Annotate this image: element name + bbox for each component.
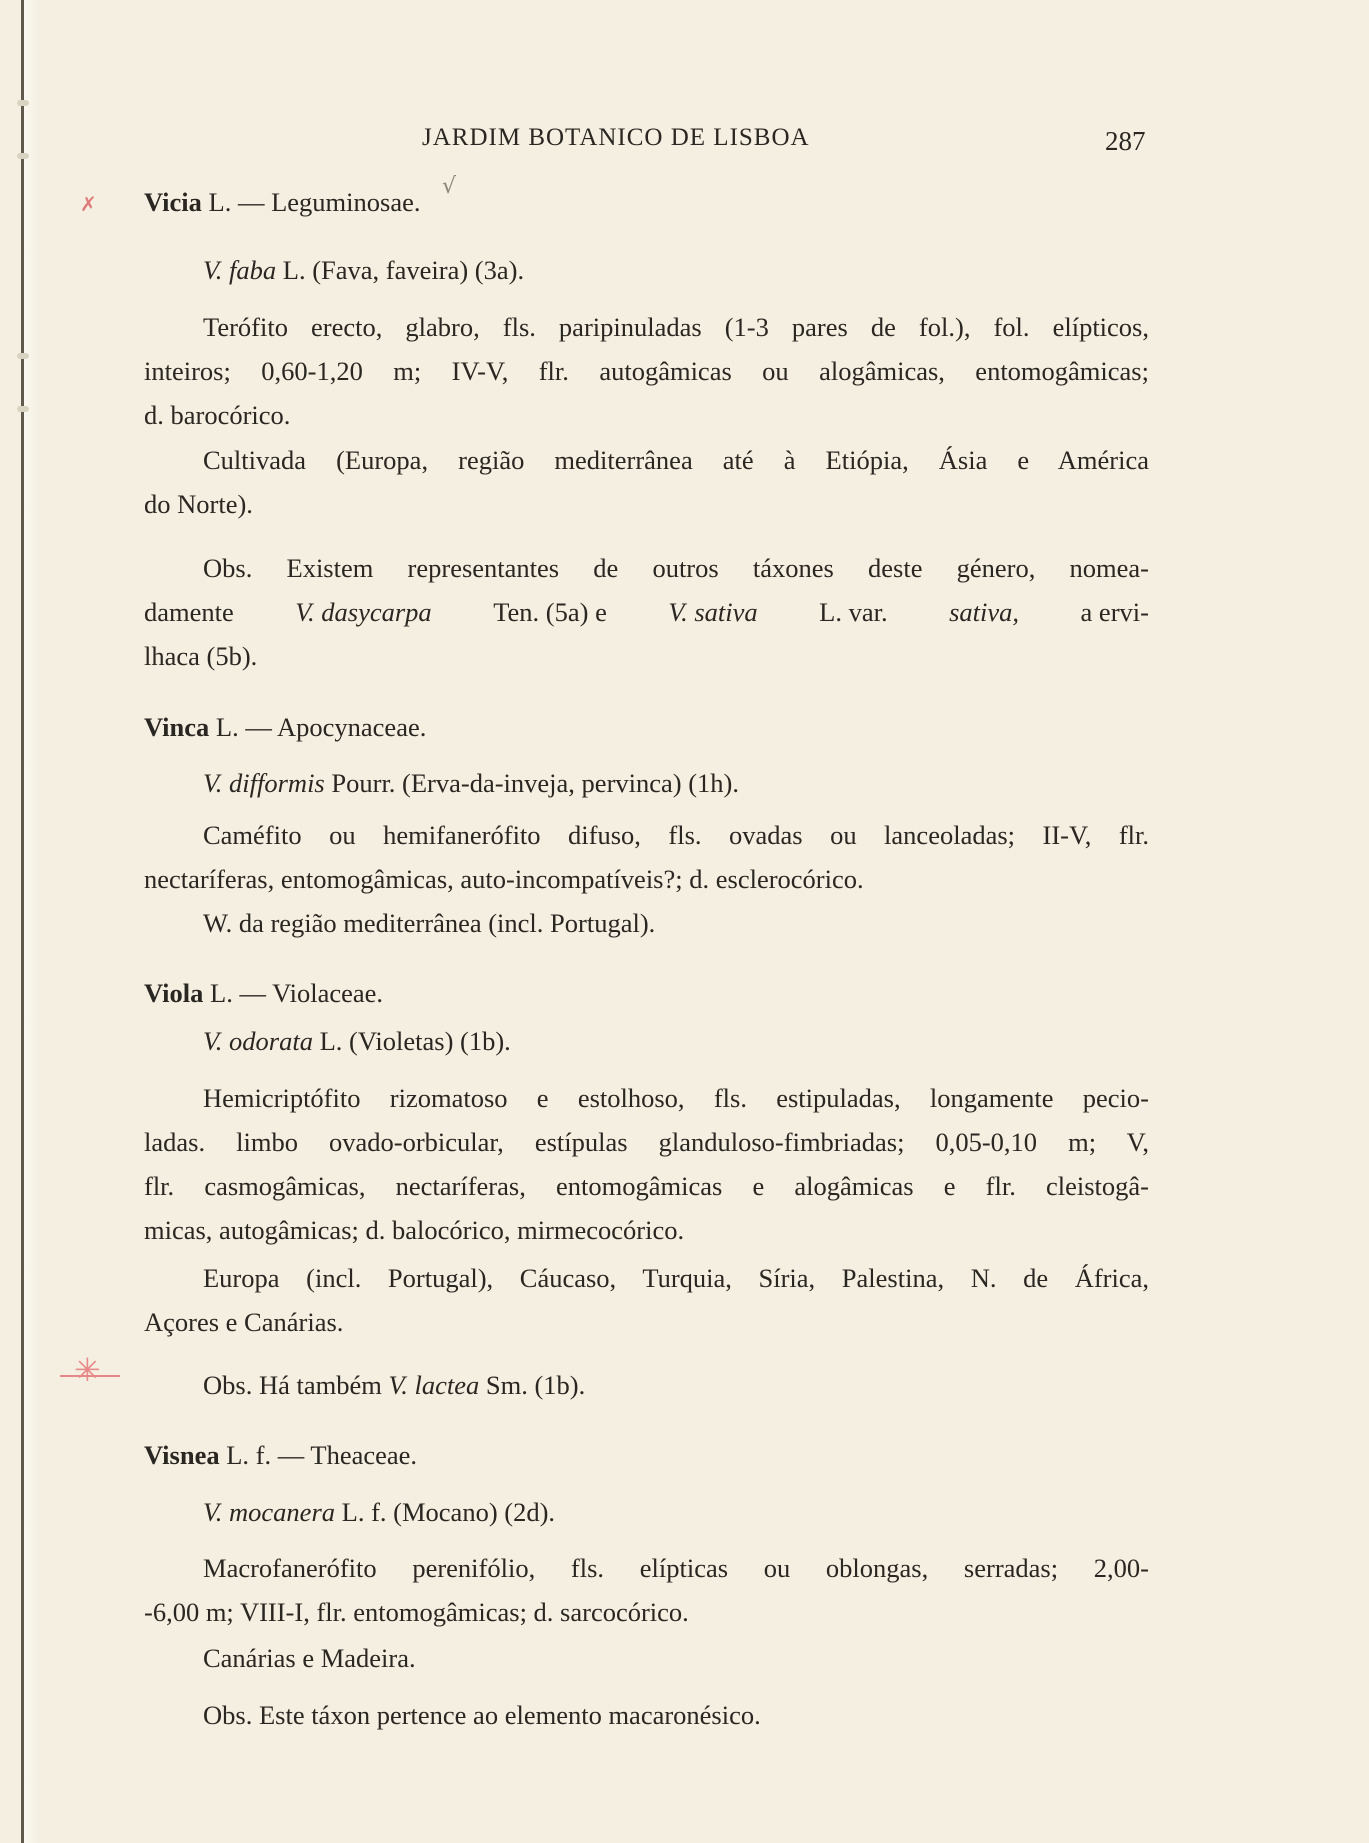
description-line: flr. casmogâmicas, nectaríferas, entomogâmicas e alogâmicas e flr. cleistogâ- bbox=[144, 1171, 1149, 1201]
red-asterisk-mark-icon bbox=[60, 1351, 120, 1390]
red-x-mark-icon: ✗ bbox=[80, 192, 97, 216]
species-ref: V. dasycarpa bbox=[295, 597, 432, 627]
species-heading bbox=[203, 768, 739, 799]
species-genus-abbrev: V. bbox=[203, 255, 223, 285]
genus-heading bbox=[144, 978, 383, 1009]
pencil-check-mark-icon: √ bbox=[442, 174, 457, 199]
genus-author-family: L. f. — Theaceae. bbox=[226, 1440, 418, 1470]
description-line: nectaríferas, entomogâmicas, auto-incompatíveis?; d. esclerocórico. bbox=[144, 864, 864, 894]
obs-line: Obs. Existem representantes de outros táxones deste género, nomea- bbox=[203, 553, 1149, 583]
distribution-line: Açores e Canárias. bbox=[144, 1307, 344, 1337]
variety-ref: sativa, bbox=[949, 597, 1020, 627]
description-line: inteiros; 0,60-1,20 m; IV-V, flr. autogâmicas ou alogâmicas, entomogâmicas; bbox=[144, 356, 1149, 386]
description-line: ladas. limbo ovado-orbicular, estípulas glanduloso-fimbriadas; 0,05-0,10 m; V, bbox=[144, 1127, 1149, 1157]
species-author-common: L. f. (Mocano) (2d). bbox=[341, 1497, 556, 1527]
description-line: micas, autogâmicas; d. balocórico, mirmecocórico. bbox=[144, 1215, 685, 1245]
distribution-line: W. da região mediterrânea (incl. Portugal). bbox=[203, 908, 656, 938]
obs-line: lhaca (5b). bbox=[144, 641, 258, 671]
genus-heading bbox=[144, 187, 420, 218]
obs-line: damente V. dasycarpa Ten. (5a) e V. sativa L. var. sativa, a ervi- bbox=[144, 597, 1149, 627]
genus-author-family: L. — Violaceae. bbox=[210, 978, 384, 1008]
species-heading bbox=[203, 1026, 511, 1057]
page-number: 287 bbox=[1105, 126, 1146, 156]
genus-author-family: L. — Apocynaceae. bbox=[215, 712, 427, 742]
running-head: JARDIM BOTANICO DE LISBOA bbox=[422, 124, 810, 151]
species-author-common: L. (Violetas) (1b). bbox=[319, 1026, 511, 1056]
species-genus-abbrev: V. bbox=[203, 1026, 223, 1056]
distribution-line: Europa (incl. Portugal), Cáucaso, Turquia, Síria, Palestina, N. de África, bbox=[203, 1263, 1149, 1293]
genus-heading bbox=[144, 1440, 417, 1471]
genus-author-family: L. — Leguminosae. bbox=[208, 187, 421, 217]
obs-line: Obs. Há também V. lactea Sm. (1b). bbox=[203, 1370, 586, 1400]
red-cross-glyph: ✳ bbox=[74, 1351, 101, 1389]
distribution-line: Canárias e Madeira. bbox=[203, 1643, 416, 1673]
description-line: d. barocórico. bbox=[144, 400, 291, 430]
description-line: Caméfito ou hemifanerófito difuso, fls. ovadas ou lanceoladas; II-V, flr. bbox=[203, 820, 1149, 850]
genus-name: Vinca bbox=[144, 712, 210, 742]
species-ref: V. sativa bbox=[668, 597, 758, 627]
distribution-line: Cultivada (Europa, região mediterrânea até à Etiópia, Ásia e América bbox=[203, 445, 1149, 475]
description-line: Terófito erecto, glabro, fls. paripinuladas (1-3 pares de fol.), fol. elípticos, bbox=[203, 312, 1149, 342]
species-author-common: L. (Fava, faveira) (3a). bbox=[282, 255, 525, 285]
description-line: -6,00 m; VIII-I, flr. entomogâmicas; d. sarcocórico. bbox=[144, 1597, 689, 1627]
species-heading bbox=[203, 255, 524, 286]
species-epithet: faba bbox=[229, 255, 277, 285]
species-epithet: difformis bbox=[229, 768, 325, 798]
genus-name: Visnea bbox=[144, 1440, 220, 1470]
species-genus-abbrev: V. bbox=[203, 1497, 223, 1527]
genus-name: Viola bbox=[144, 978, 204, 1008]
species-heading bbox=[203, 1497, 555, 1528]
description-line: Macrofanerófito perenifólio, fls. elípticas ou oblongas, serradas; 2,00- bbox=[203, 1553, 1149, 1583]
species-genus-abbrev: V. bbox=[203, 768, 223, 798]
description-line: Hemicriptófito rizomatoso e estolhoso, fls. estipuladas, longamente pecio- bbox=[203, 1083, 1149, 1113]
species-ref: V. lactea bbox=[388, 1370, 480, 1400]
species-author-common: Pourr. (Erva-da-inveja, pervinca) (1h). bbox=[331, 768, 740, 798]
species-epithet: odorata bbox=[229, 1026, 313, 1056]
genus-name: Vicia bbox=[144, 187, 202, 217]
distribution-line: do Norte). bbox=[144, 489, 253, 519]
obs-line: Obs. Este táxon pertence ao elemento macaronésico. bbox=[203, 1700, 761, 1730]
species-epithet: mocanera bbox=[229, 1497, 336, 1527]
genus-heading bbox=[144, 712, 426, 743]
